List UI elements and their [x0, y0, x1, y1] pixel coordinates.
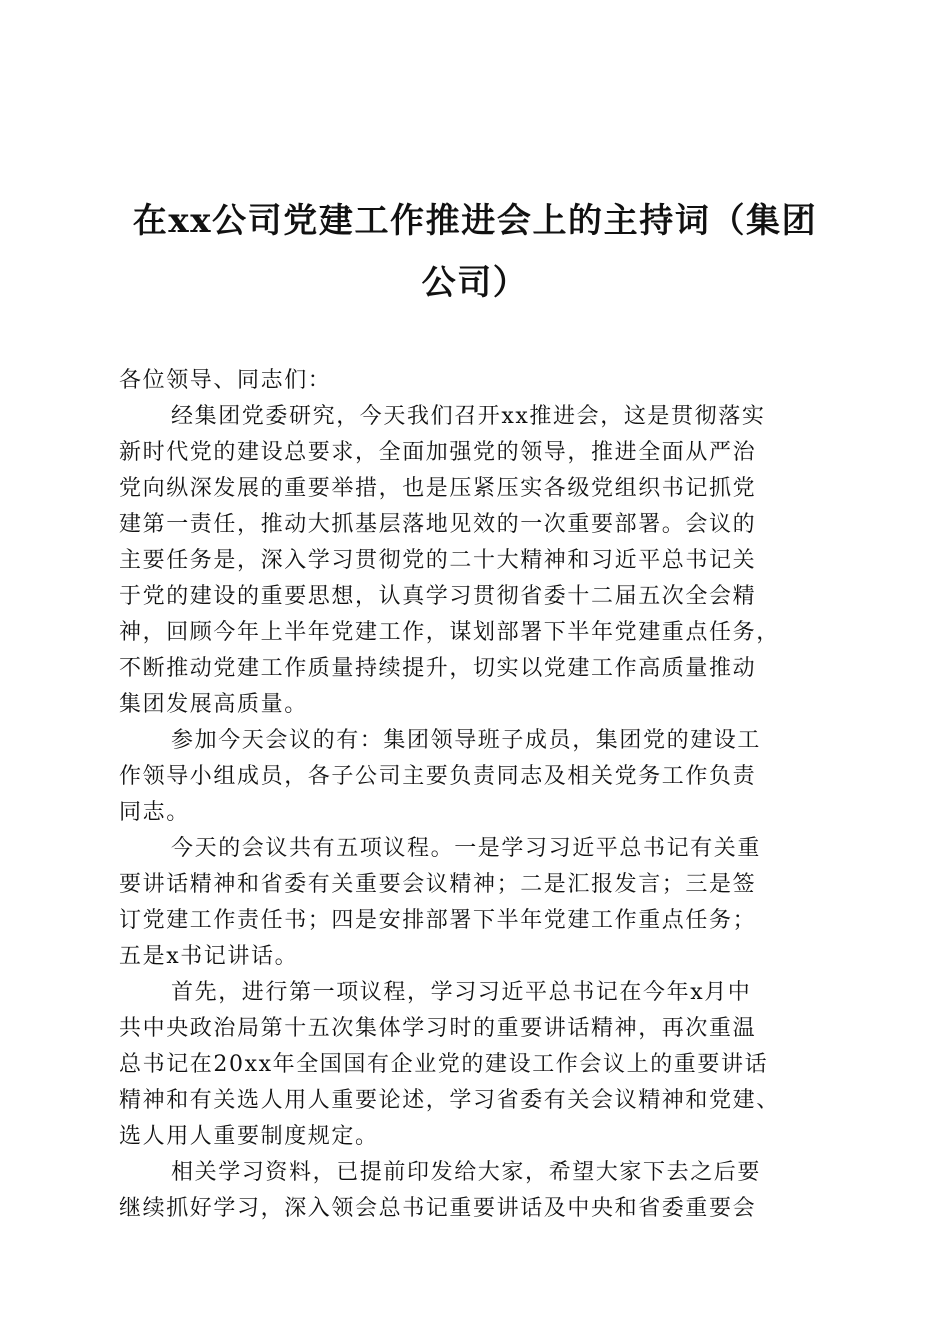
document-title — [110, 190, 840, 314]
paragraph-line: 五是x书记讲话。 — [119, 944, 299, 969]
paragraph-line: 继续抓好学习，深入领会总书记重要讲话及中央和省委重要会 — [119, 1196, 757, 1221]
paragraph-line: 选人用人重要制度规定。 — [119, 1124, 379, 1149]
paragraph-2 — [119, 723, 839, 831]
title-line: 在xx公司党建工作推进会上的主持词（集团 — [132, 201, 818, 241]
paragraph-line: 主要任务是，深入学习贯彻党的二十大精神和习近平总书记关 — [119, 548, 757, 573]
paragraph-line: 精神和有关选人用人重要论述，学习省委有关会议精神和党建、 — [119, 1088, 780, 1113]
paragraph-line: 集团发展高质量。 — [119, 692, 308, 717]
paragraph-line: 新时代党的建设总要求，全面加强党的领导，推进全面从严治 — [119, 440, 757, 465]
paragraph-line: 要讲话精神和省委有关重要会议精神；二是汇报发言；三是签 — [119, 872, 757, 897]
paragraph-line: 建第一责任，推动大抓基层落地见效的一次重要部署。会议的 — [119, 512, 757, 537]
paragraph-line: 同志。 — [119, 800, 190, 825]
paragraph-line: 共中央政治局第十五次集体学习时的重要讲话精神，再次重温 — [119, 1016, 757, 1041]
salutation — [119, 363, 839, 399]
paragraph-1 — [119, 399, 839, 723]
paragraph-line: 神，回顾今年上半年党建工作，谋划部署下半年党建重点任务， — [119, 620, 780, 645]
paragraph-line: 不断推动党建工作质量持续提升，切实以党建工作高质量推动 — [119, 656, 757, 681]
document-body — [119, 363, 839, 1227]
title-line: 公司） — [421, 263, 529, 303]
paragraph-line: 总书记在20xx年全国国有企业党的建设工作会议上的重要讲话 — [119, 1052, 769, 1077]
paragraph-line: 首先，进行第一项议程，学习习近平总书记在今年x月中 — [171, 980, 752, 1005]
paragraph-line: 作领导小组成员，各子公司主要负责同志及相关党务工作负责 — [119, 764, 757, 789]
paragraph-line: 经集团党委研究，今天我们召开xx推进会，这是贯彻落实 — [171, 404, 766, 429]
paragraph-line: 于党的建设的重要思想，认真学习贯彻省委十二届五次全会精 — [119, 584, 757, 609]
paragraph-line: 党向纵深发展的重要举措，也是压紧压实各级党组织书记抓党 — [119, 476, 757, 501]
paragraph-line: 今天的会议共有五项议程。一是学习习近平总书记有关重 — [171, 836, 762, 861]
paragraph-3 — [119, 831, 839, 975]
paragraph-5 — [119, 1155, 839, 1227]
paragraph-4 — [119, 975, 839, 1155]
paragraph-line: 订党建工作责任书；四是安排部署下半年党建工作重点任务； — [119, 908, 757, 933]
paragraph-line: 参加今天会议的有：集团领导班子成员，集团党的建设工 — [171, 728, 762, 753]
salutation-text: 各位领导、同志们： — [119, 368, 332, 393]
paragraph-line: 相关学习资料，已提前印发给大家，希望大家下去之后要 — [171, 1160, 762, 1185]
